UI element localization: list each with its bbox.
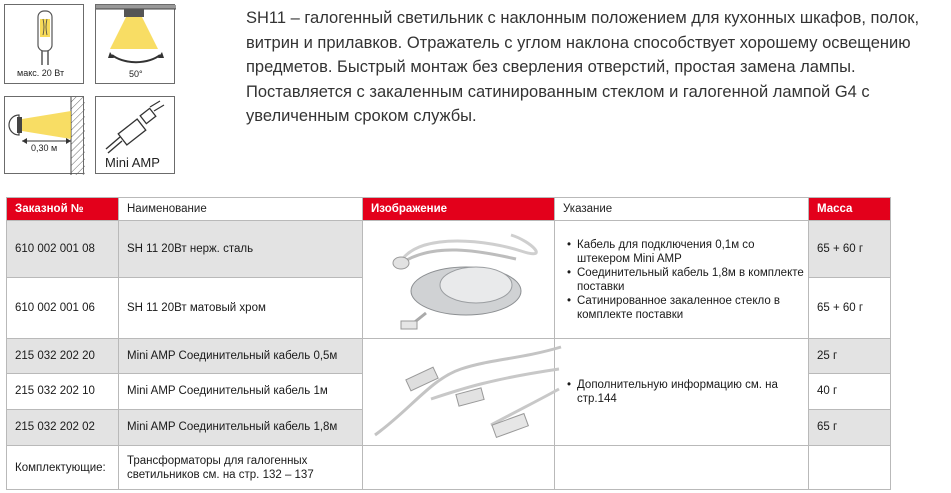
list-item: • Сатинированное закаленное стекло в комплекте поставки: [577, 294, 808, 322]
list-item: • Кабель для подключения 0,1м со штекером Mini AMP: [577, 238, 808, 266]
max-power-caption: макс. 20 Вт: [17, 68, 65, 78]
empty-cell: [363, 446, 555, 490]
order-cell: 215 032 202 20: [7, 339, 119, 374]
table-row: [7, 221, 891, 278]
distance-icon: [5, 97, 85, 175]
cable-notes-list: [563, 378, 808, 406]
lamp-notes-list: [563, 238, 808, 322]
cable-image-cell: [363, 339, 555, 446]
connector-caption: Mini AMP: [105, 155, 160, 170]
table-row: [7, 446, 891, 490]
distance-caption: 0,30 м: [31, 143, 58, 153]
name-cell: Mini AMP Соединительный кабель 1м: [119, 374, 363, 409]
name-cell: SH 11 20Вт нерж. сталь: [119, 221, 363, 278]
table-header-row: [7, 198, 891, 221]
accessories-label: Комплектующие:: [7, 446, 119, 490]
mass-cell: 40 г: [809, 374, 891, 409]
order-cell: 215 032 202 10: [7, 374, 119, 409]
lamp-product-image: [371, 221, 563, 338]
connector-box: [95, 96, 175, 174]
name-cell: SH 11 20Вт матовый хром: [119, 278, 363, 339]
distance-box: [4, 96, 84, 174]
lamp-image-cell: [363, 221, 555, 339]
mass-cell: 65 + 60 г: [809, 221, 891, 278]
empty-cell: [809, 446, 891, 490]
tilt-box: [95, 4, 175, 84]
empty-cell: [555, 446, 809, 490]
mass-cell: 65 + 60 г: [809, 278, 891, 339]
order-cell: 215 032 202 02: [7, 409, 119, 445]
tilt-caption: 50°: [129, 69, 143, 79]
header-image: Изображение: [363, 198, 555, 221]
mass-cell: 65 г: [809, 409, 891, 445]
header-name: Наименование: [119, 198, 363, 221]
header-order: Заказной №: [7, 198, 119, 221]
order-cell: 610 002 001 08: [7, 221, 119, 278]
name-cell: Mini AMP Соединительный кабель 0,5м: [119, 339, 363, 374]
max-power-box: [4, 4, 84, 84]
table-row: [7, 339, 891, 374]
header-mass: Масса: [809, 198, 891, 221]
header-note: Указание: [555, 198, 809, 221]
spec-table: [6, 197, 891, 490]
accessories-text: Трансформаторы для галогенных светильников см. на стр. 132 – 137: [119, 446, 363, 490]
list-item: • Соединительный кабель 1,8м в комплекте поставки: [577, 266, 808, 294]
name-cell: Mini AMP Соединительный кабель 1,8м: [119, 409, 363, 445]
mass-cell: 25 г: [809, 339, 891, 374]
product-description: SH11 – галогенный светильник с наклонным положением для кухонных шкафов, полок, витрин и прилавков. Отражатель с углом наклона способствует хорошему освещению предметов. Быстрый монтаж без сверления отверстий, простая замена лампы. Поставляется с закаленным сатинированным стеклом и галогенной лампой G4 с увеличенным сроком службы.: [246, 9, 920, 125]
order-cell: 610 002 001 06: [7, 278, 119, 339]
cable-product-image: [371, 339, 563, 445]
list-item: • Дополнительную информацию см. на стр.144: [577, 378, 808, 406]
lamp-notes-cell: [555, 221, 809, 339]
cable-notes-cell: [555, 339, 809, 446]
